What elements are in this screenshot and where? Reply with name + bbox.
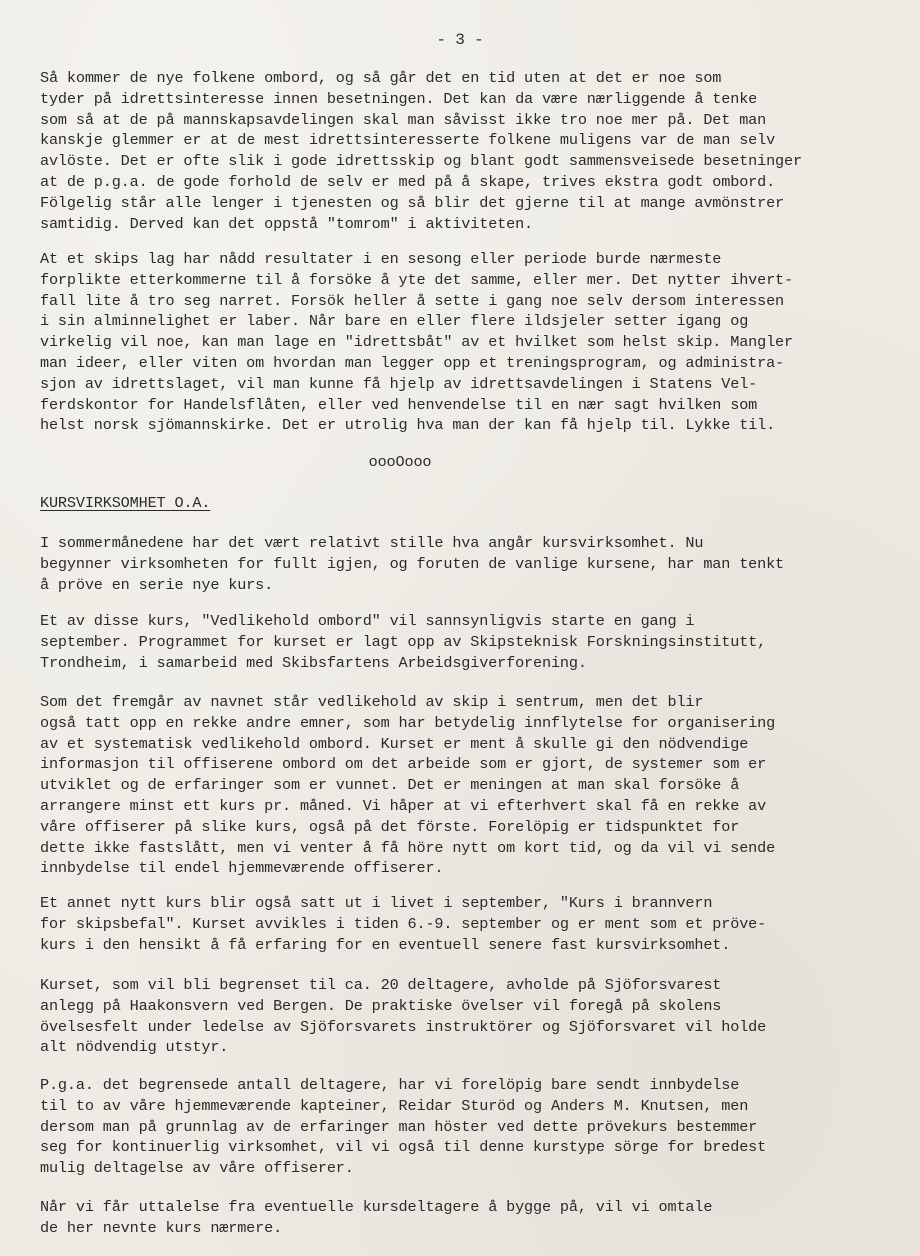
paragraph-8: P.g.a. det begrensede antall deltagere, har vi forelöpig bare sendt innbydelse til to av våre hjemmeværende kapteiner, Reidar Sturöd og Anders M. Knutsen, men dersom man på grunnlag av de erfaringer man höster ved dette prövekurs bestemmer seg for kontinuerlig virksomhet, vil vi også til denne kurstype sörge for bredest mulig deltagelse av våre offiserer.	[40, 1076, 767, 1178]
paragraph-4: Et av disse kurs, "Vedlikehold ombord" vil sannsynligvis starte en gang i september. Programmet for kurset er lagt opp av Skipsteknisk Forskningsinstitutt, Trondheim, i samarbeid med Skibsfartens Arbeidsgiverforening.	[40, 612, 767, 672]
paragraph-1: Så kommer de nye folkene ombord, og så går det en tid uten at det er noe som tyder på idrettsinteresse innen besetningen. Det kan da være nærliggende å tenke som så at de på mannskapsavdelingen skal man såvisst ikke tro noe mer på. Det man kanskje glemmer er at de mest idrettsinteresserte folkene muligens var de man selv avlöste. Det er ofte slik i gode idrettsskip og blant godt sammensveisede besetninger at de p.g.a. de gode forhold de selv er med på å skape, trives ekstra godt ombord. Fölgelig står alle lenger i tjenesten og så blir det gjerne til at mange avmönstrer samtidig. Derved kan det oppstå "tomrom" i aktiviteten.	[40, 69, 802, 233]
page-number: - 3 -	[436, 31, 484, 49]
section-heading: KURSVIRKSOMHET O.A.	[40, 494, 211, 512]
paragraph-3: I sommermånedene har det vært relativt stille hva angår kursvirksomhet. Nu begynner virksomheten for fullt igjen, og foruten de vanlige kursene, har man tenkt å pröve en serie nye kurs.	[40, 534, 785, 594]
section-separator: oooOooo	[368, 453, 432, 471]
paragraph-9: Når vi får uttalelse fra eventuelle kursdeltagere å bygge på, vil vi omtale de her nevnte kurs nærmere.	[40, 1198, 713, 1237]
paragraph-6: Et annet nytt kurs blir også satt ut i livet i september, "Kurs i brannvern for skipsbefal". Kurset avvikles i tiden 6.-9. september og er ment som et pröve- kurs i den hensikt å få erfaring for en eventuell senere fast kursvirksomhet.	[40, 894, 767, 954]
paragraph-7: Kurset, som vil bli begrenset til ca. 20 deltagere, avholde på Sjöforsvarest anlegg på Haakonsvern ved Bergen. De praktiske övelser vil foregå på skolens övelsesfelt under ledelse av Sjöforsvarets instruktörer og Sjöforsvaret vil holde alt nödvendig utstyr.	[40, 976, 767, 1057]
paragraph-5: Som det fremgår av navnet står vedlikehold av skip i sentrum, men det blir også tatt opp en rekke andre emner, som har betydelig innflytelse for organisering av et systematisk vedlikehold ombord. Kurset er ment å skulle gi den nödvendige informasjon til offiserene ombord om det arbeide som er gjort, de systemer som er utviklet og de erfaringer som er vunnet. Det er meningen at man skal forsöke å arrangere minst ett kurs pr. måned. Vi håper at vi efterhvert skal få en rekke av våre offiserer på slike kurs, også på det förste. Forelöpig er tidspunktet for dette ikke fastslått, men vi venter å få höre nytt om kort tid, og da vil vi sende innbydelse til endel hjemmeværende offiserer.	[40, 693, 776, 878]
paragraph-2: At et skips lag har nådd resultater i en sesong eller periode burde nærmeste forplikte etterkommerne til å forsöke å yte det samme, eller mer. Det nytter ihvert- fall lite å tro seg narret. Forsök heller å sette i gang noe selv dersom interessen i sin alminnelighet er laber. Når bare en eller flere ildsjeler setter igang og virkelig vil noe, kan man lage en "idrettsbåt" av et hvilket som helst skip. Mangler man ideer, eller viten om hvordan man legger opp et treningsprogram, og administra- sjon av idrettslaget, vil man kunne få hjelp av idrettsavdelingen i Statens Vel- ferdskontor for Handelsflåten, eller ved henvendelse til en nær sagt hvilken som helst norsk sjömannskirke. Det er utrolig hva man der kan få hjelp til. Lykke til.	[40, 250, 793, 435]
